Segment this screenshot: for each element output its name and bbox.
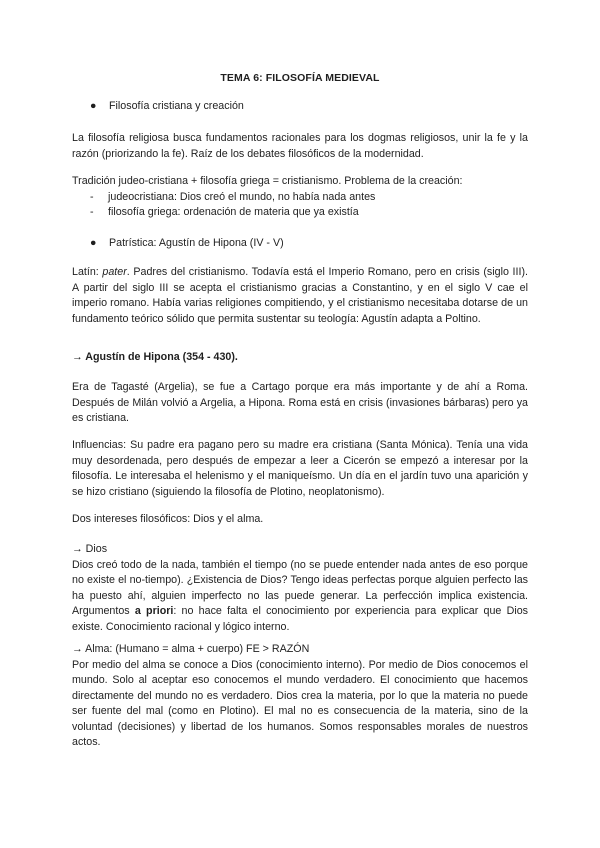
paragraph-intro: La filosofía religiosa busca fundamentos racionales para los dogmas religiosos, unir la fe y la razón (priorizando la fe). Raíz de los debates filosóficos de la modernidad. [72,132,528,160]
bullet-item-filosofia-cristiana [90,99,244,115]
paragraph-tradicion: Tradición judeo-cristiana + filosofía griega = cristianismo. Problema de la creación: [72,175,463,187]
section-heading-agustin: → Agustín de Hipona (354 - 430). [72,351,238,363]
paragraph-influencias: Influencias: Su padre era pagano pero su madre era cristiana (Santa Mónica). Tenía una vida muy desordenada, pero después de empezar a leer a Cicerón se empezó a interesar por la filosofía. Le interesaba el helenismo y el maniqueísmo. Un día en el jardín tuvo una aparición y se hizo cristiano (siguiendo la filosofía de Plotino, neoplatonismo). [72,439,528,498]
dash-list [72,190,528,221]
paragraph-tagaste: Era de Tagasté (Argelia), se fue a Cartago porque era más importante y de ahí a Roma. Después de Milán volvió a Argelia, a Hipona. Roma está en crisis (invasiones bárbaras) pero ya es cristiana. [72,381,528,424]
paragraph-latin: Latín: pater. Padres del cristianismo. Todavía está el Imperio Romano, pero en crisis (siglo III). A partir del siglo III se acepta el cristianismo gracias a Constantino, y en el siglo V cae el imperio romano. Había varias religiones compitiendo, y el cristianismo necesitaba dotarse de un fundamento teórico sólido que permita sustentar su teología: Agustín adapta a Poltino. [72,266,528,325]
document-title: TEMA 6: FILOSOFÍA MEDIEVAL [220,72,380,84]
dash-icon: - [90,190,94,203]
paragraph-dios: Dios creó todo de la nada, también el tiempo (no se puede entender nada antes de eso porque no existe el no-tiempo). ¿Existencia de Dios? Tengo ideas perfectas porque alguien perfecto las ha puesto ahí, alguien imperfecto no las puede generar. La perfección implica existencia. Argumentos a priori: no hace falta el conocimiento por experiencia para explicar que Dios existe. Conocimiento racional y lógico interno. [72,558,528,633]
bullet-text: Patrística: Agustín de Hipona (IV - V) [109,237,284,249]
section-dios [72,542,528,635]
latin-term: pater [102,266,127,278]
a-priori-term: a priori [134,605,174,617]
dash-item: - filosofía griega: ordenación de materia que ya existía [72,205,528,221]
dash-icon: - [90,206,94,218]
section-alma [72,642,528,751]
paragraph-alma: Por medio del alma se conoce a Dios (conocimiento interno). Por medio de Dios conocemos el mundo. Solo al aceptar eso conocemos el mundo verdadero. El conocimiento que hacemos directamente del mundo no es verdadero. Dios crea la materia, por lo que la materia no puede ser fuente del mal (como en Plotino). El mal no es consecuencia de la materia, sino de la voluntad (decisiones) y libertad de los humanos. Somos responsables morales de nuestros actos. [72,658,528,748]
paragraph-intereses: Dos intereses filosóficos: Dios y el alma. [72,513,264,525]
bullet-dot-icon: ● [90,237,97,249]
bullet-item-patristica [90,236,284,252]
creation-problem-section [72,174,528,221]
bullet-dot-icon: ● [90,100,97,112]
subheading-dios: → Dios [72,543,108,555]
bullet-text: Filosofía cristiana y creación [109,100,244,112]
subheading-alma: → Alma: (Humano = alma + cuerpo) FE > RAZÓN [72,643,310,655]
dash-item: - judeocristiana: Dios creó el mundo, no había nada antes [72,190,528,206]
